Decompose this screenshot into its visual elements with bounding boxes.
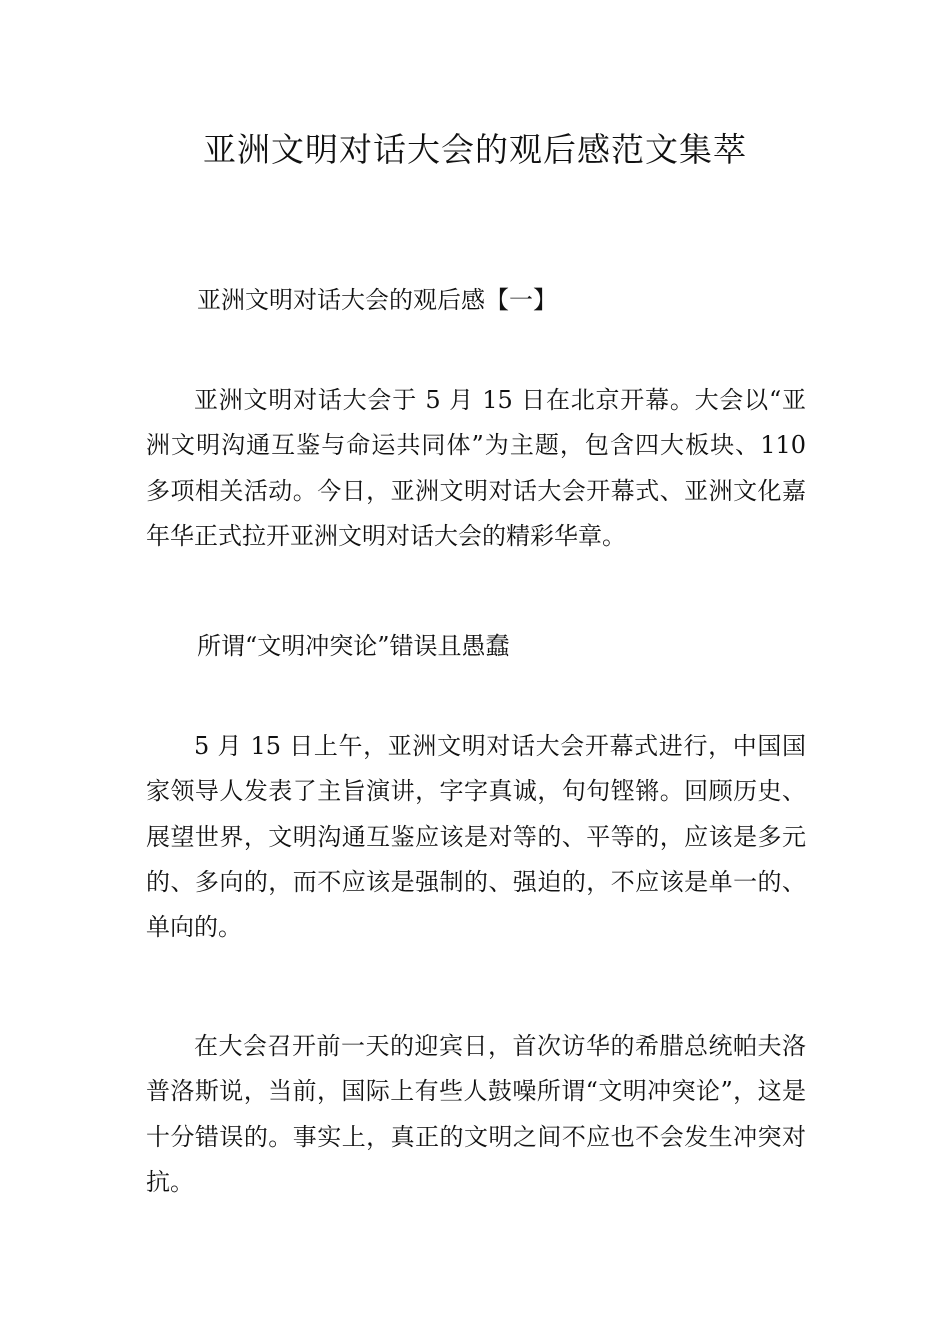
document-title: 亚洲文明对话大会的观后感范文集萃 xyxy=(203,130,747,169)
paragraph-1: 亚洲文明对话大会于 5 月 15 日在北京开幕。大会以“亚洲文明沟通互鉴与命运共同体”为主题，包含四大板块、110 多项相关活动。今日，亚洲文明对话大会开幕式、亚洲文化嘉年华正式拉开亚洲文明对话大会的精彩华章。 xyxy=(146,386,806,550)
section-heading-1: 亚洲文明对话大会的观后感【一】 xyxy=(197,286,557,314)
paragraph-3: 在大会召开前一天的迎宾日，首次访华的希腊总统帕夫洛普洛斯说，当前，国际上有些人鼓噪所谓“文明冲突论”，这是十分错误的。事实上，真正的文明之间不应也不会发生冲突对抗。 xyxy=(146,1032,806,1196)
section-heading-2: 所谓“文明冲突论”错误且愚蠢 xyxy=(197,632,510,660)
paragraph-2: 5 月 15 日上午，亚洲文明对话大会开幕式进行，中国国家领导人发表了主旨演讲，字字真诚，句句铿锵。回顾历史、展望世界，文明沟通互鉴应该是对等的、平等的，应该是多元的、多向的，而不应该是强制的、强迫的，不应该是单一的、单向的。 xyxy=(146,732,806,942)
